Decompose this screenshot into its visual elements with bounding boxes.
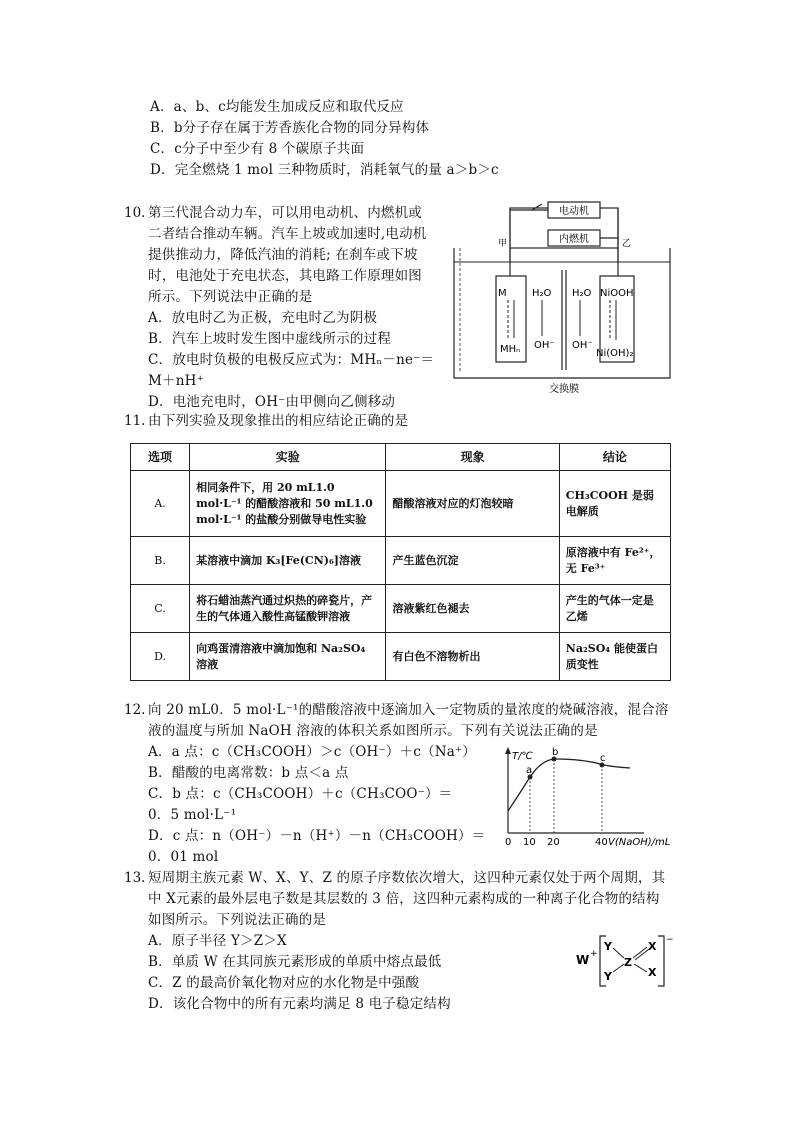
anion-charge: − — [666, 935, 674, 945]
q9-option-b: B．b分子存在属于芳香族化合物的同分异构体 — [150, 120, 430, 136]
q13-option-d: D．该化合物中的所有元素均满足 8 电子稳定结构 — [148, 996, 451, 1012]
q10-stem-line: 二者结合推动车辆。汽车上坡或加速时,电动机 — [148, 226, 427, 242]
header-conclusion: 结论 — [559, 444, 670, 471]
row-conclusion: Na₂SO₄ 能使蛋白质变性 — [559, 633, 670, 681]
row-phenomenon: 产生蓝色沉淀 — [386, 537, 559, 585]
q9-option-a: A．a、b、c均能发生加成反应和取代反应 — [150, 99, 404, 115]
row-conclusion: 产生的气体一定是乙烯 — [559, 585, 670, 633]
q10-option-d: D．电池充电时，OH⁻由甲侧向乙侧移动 — [148, 394, 396, 410]
cation-charge: + — [590, 949, 598, 959]
row-phenomenon: 有白色不溶物析出 — [386, 633, 559, 681]
q10-stem-line: 第三代混合动力车，可以用电动机、内燃机或 — [148, 205, 422, 221]
row-option: A. — [131, 471, 190, 537]
header-phenomenon: 现象 — [386, 444, 559, 471]
tick-10: 10 — [523, 837, 536, 848]
q12-option-a: A．a 点：c（CH₃COOH）＞c（OH⁻）＋c（Na⁺） — [148, 744, 476, 760]
q10-number: 10. — [124, 205, 146, 221]
point-b-label: b — [552, 747, 559, 758]
q10-stem-line: 提供推动力，降低汽油的消耗; 在刹车或下坡 — [148, 247, 418, 263]
cation-w: W — [576, 953, 590, 967]
row-option: C. — [131, 585, 190, 633]
table-row — [131, 585, 671, 633]
q10-stem-line: 时，电池处于充电状态，其电路工作原理如图 — [148, 268, 422, 284]
jia-label: 甲 — [498, 239, 508, 249]
tick-40: 40 — [595, 837, 608, 848]
nickel-oxyhydroxide-label: NiOOH — [600, 288, 634, 299]
q12-option-d: D．c 点：n（OH⁻）－n（H⁺）－n（CH₃COOH）＝ — [148, 828, 486, 844]
table-row — [131, 633, 671, 681]
atom-z: Z — [624, 956, 632, 969]
q12-option-d-cont: 0．01 mol — [148, 849, 219, 865]
electrode-m-label: M — [498, 288, 507, 299]
membrane-label: 交换膜 — [549, 384, 579, 395]
experiment-table — [130, 443, 671, 681]
row-experiment: 相同条件下，用 20 mL1.0 mol·L⁻¹ 的醋酸溶液和 50 mL1.0 mol·L⁻¹ 的盐酸分别做导电性实验 — [190, 471, 386, 537]
motor-label: 电动机 — [559, 206, 589, 217]
battery-diagram — [450, 200, 675, 395]
q11-stem: 由下列实验及现象推出的相应结论正确的是 — [148, 413, 409, 429]
q10-option-c-cont: M＋nH⁺ — [148, 373, 204, 389]
q9-option-c: C．c分子中至少有 8 个碳原子共面 — [150, 141, 365, 157]
table-row — [131, 471, 671, 537]
point-a-label: a — [526, 765, 533, 776]
hydroxide-left-label: OH⁻ — [534, 340, 555, 351]
q12-option-c: C．b 点：c（CH₃COOH）＋c（CH₃COO⁻）＝ — [148, 786, 453, 802]
row-experiment: 向鸡蛋清溶液中滴加饱和 Na₂SO₄ 溶液 — [190, 633, 386, 681]
header-option: 选项 — [131, 444, 190, 471]
nickel-hydroxide-label: Ni(OH)₂ — [596, 348, 634, 359]
electrode-mh-label: MHₙ — [500, 344, 521, 355]
q13-option-b: B．单质 W 在其同族元素形成的单质中熔点最低 — [148, 954, 442, 970]
q12-stem-line: 向 20 mL0．5 mol·L⁻¹的醋酸溶液中逐滴加入一定物质的量浓度的烧碱溶液，混合溶 — [148, 702, 669, 718]
yi-label: 乙 — [622, 239, 632, 249]
row-conclusion: 原溶液中有 Fe²⁺，无 Fe³⁺ — [559, 537, 670, 585]
q13-stem-line: 中 X元素的最外层电子数是其层数的 3 倍，这四种元素构成的一种离子化合物的结构 — [148, 891, 660, 907]
row-phenomenon: 醋酸溶液对应的灯泡较暗 — [386, 471, 559, 537]
header-experiment: 实验 — [190, 444, 386, 471]
q10-option-a: A．放电时乙为正极，充电时乙为阴极 — [148, 310, 378, 326]
row-option: B. — [131, 537, 190, 585]
row-phenomenon: 溶液紫红色褪去 — [386, 585, 559, 633]
ionic-structure — [572, 930, 682, 992]
q10-stem-line: 所示。下列说法中正确的是 — [148, 289, 313, 305]
q12-option-c-cont: 0．5 mol·L⁻¹ — [148, 807, 237, 823]
q9-option-d: D．完全燃烧 1 mol 三种物质时，消耗氧气的量 a＞b＞c — [150, 162, 499, 178]
atom-x1: X — [648, 940, 657, 953]
q13-number: 13. — [124, 870, 146, 886]
table-row — [131, 537, 671, 585]
table-header-row — [131, 444, 671, 471]
q13-stem-line: 短周期主族元素 W、X、Y、Z 的原子序数依次增大，这四种元素仅处于两个周期，其 — [148, 870, 666, 886]
row-option: D. — [131, 633, 190, 681]
atom-x2: X — [648, 966, 657, 979]
q13-stem-line: 如图所示。下列说法正确的是 — [148, 912, 327, 928]
row-experiment: 某溶液中滴加 K₃[Fe(CN)₆]溶液 — [190, 537, 386, 585]
origin-label: 0 — [505, 837, 512, 848]
hydroxide-right-label: OH⁻ — [572, 340, 593, 351]
atom-y1: Y — [604, 940, 612, 953]
q10-option-c: C．放电时负极的电极反应式为：MHₙ－ne⁻＝ — [148, 352, 435, 368]
q12-stem-line: 液的温度与所加 NaOH 溶液的体积关系如图所示。下列有关说法正确的是 — [148, 723, 598, 739]
q10-option-b: B．汽车上坡时发生图中虚线所示的过程 — [148, 331, 392, 347]
q13-option-a: A．原子半径 Y＞Z＞X — [148, 933, 287, 949]
water-right-label: H₂O — [572, 288, 592, 299]
row-experiment: 将石蜡油蒸汽通过炽热的碎瓷片，产生的气体通入酸性高锰酸钾溶液 — [190, 585, 386, 633]
atom-y2: Y — [604, 970, 612, 983]
tick-20: 20 — [547, 837, 560, 848]
right-bracket — [658, 936, 664, 986]
q13-option-c: C．Z 的最高价氧化物对应的水化物是中强酸 — [148, 975, 420, 991]
x-axis-label: V(NaOH)/mL — [608, 837, 671, 848]
row-conclusion: CH₃COOH 是弱电解质 — [559, 471, 670, 537]
temperature-graph — [494, 745, 694, 850]
q11-number: 11. — [124, 413, 146, 429]
engine-label: 内燃机 — [559, 234, 589, 245]
water-left-label: H₂O — [532, 288, 552, 299]
point-c-label: c — [600, 753, 606, 764]
y-axis-label: T/℃ — [512, 751, 533, 762]
q12-number: 12. — [124, 702, 146, 718]
q12-option-b: B．醋酸的电离常数：b 点＜a 点 — [148, 765, 349, 781]
